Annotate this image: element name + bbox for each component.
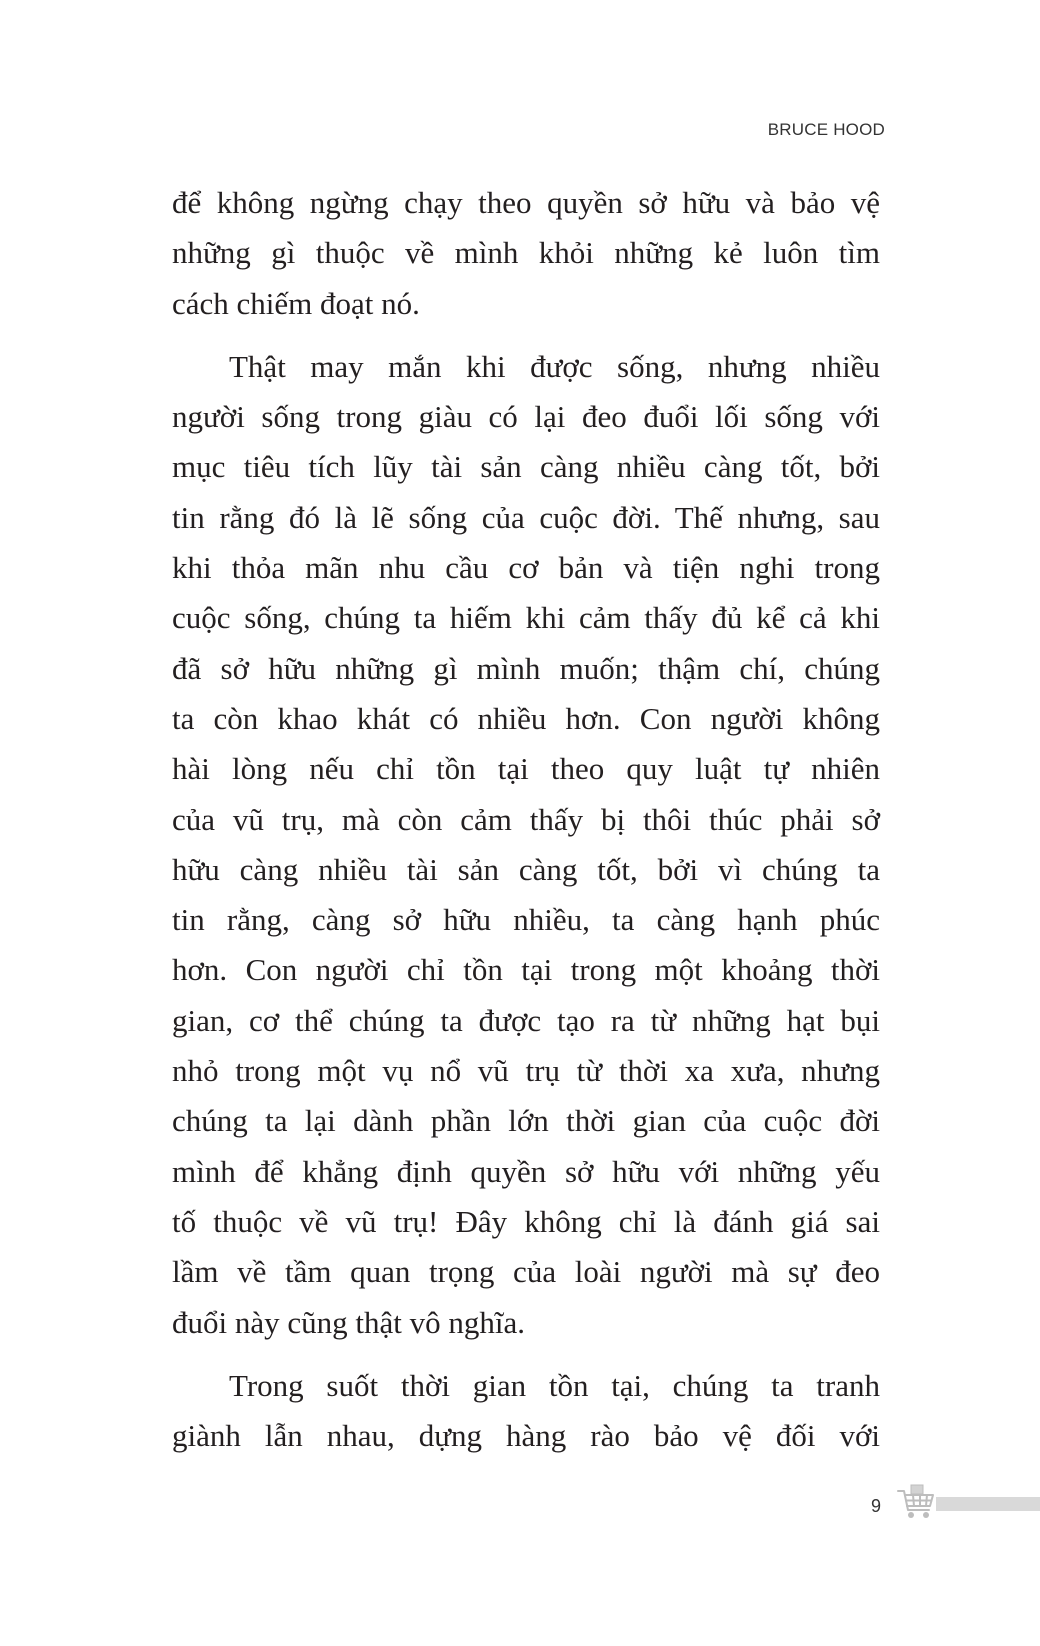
paragraph	[172, 1361, 880, 1462]
text-line: giành lẫn nhau, dựng hàng rào bảo vệ đối với	[172, 1418, 880, 1454]
text-line: tin rằng, càng sở hữu nhiều, ta càng hạnh phúc	[172, 902, 880, 938]
text-line: đuổi này cũng thật vô nghĩa.	[172, 1304, 525, 1340]
text-line: Thật may mắn khi được sống, nhưng nhiều	[229, 348, 880, 384]
text-line: cách chiếm đoạt nó.	[172, 285, 420, 321]
running-head: BRUCE HOOD	[767, 120, 885, 139]
text-line: hài lòng nếu chỉ tồn tại theo quy luật tự nhiên	[172, 751, 880, 787]
text-line: để không ngừng chạy theo quyền sở hữu và bảo vệ	[172, 185, 880, 220]
text-line: Trong suốt thời gian tồn tại, chúng ta tranh	[229, 1367, 880, 1403]
text-line: của vũ trụ, mà còn cảm thấy bị thôi thúc phải sở	[172, 801, 880, 837]
paragraph	[172, 178, 880, 329]
text-line: gian, cơ thể chúng ta được tạo ra từ những hạt bụi	[172, 1002, 880, 1038]
text-line: cuộc sống, chúng ta hiếm khi cảm thấy đủ kể cả khi	[172, 600, 880, 636]
text-line: hơn. Con người chỉ tồn tại trong một khoảng thời	[172, 952, 880, 988]
text-line: hữu càng nhiều tài sản càng tốt, bởi vì chúng ta	[172, 851, 880, 887]
text-line: mình để khẳng định quyền sở hữu với những yếu	[172, 1153, 880, 1189]
text-line: chúng ta lại dành phần lớn thời gian của cuộc đời	[172, 1103, 880, 1139]
footer-bar	[936, 1497, 1040, 1511]
text-line: nhỏ trong một vụ nổ vũ trụ từ thời xa xưa, nhưng	[172, 1053, 880, 1089]
text-line: những gì thuộc về mình khỏi những kẻ luôn tìm	[172, 235, 880, 271]
text-line: khi thỏa mãn nhu cầu cơ bản và tiện nghi trong	[172, 550, 880, 586]
text-line: tin rằng đó là lẽ sống của cuộc đời. Thế nhưng, sau	[172, 499, 880, 535]
text-line: ta còn khao khát có nhiều hơn. Con người không	[172, 700, 880, 736]
paragraph	[172, 342, 880, 1348]
text-line: tố thuộc về vũ trụ! Đây không chỉ là đánh giá sai	[172, 1203, 880, 1239]
text-line: mục tiêu tích lũy tài sản càng nhiều càng tốt, bởi	[172, 449, 880, 485]
text-line: đã sở hữu những gì mình muốn; thậm chí, chúng	[172, 650, 880, 686]
text-line: người sống trong giàu có lại đeo đuổi lối sống với	[172, 399, 880, 435]
text-line: lầm về tầm quan trọng của loài người mà sự đeo	[172, 1254, 880, 1290]
page-number: 9	[871, 1496, 882, 1516]
shopping-cart-icon	[895, 1482, 937, 1524]
body-text	[172, 178, 880, 1461]
